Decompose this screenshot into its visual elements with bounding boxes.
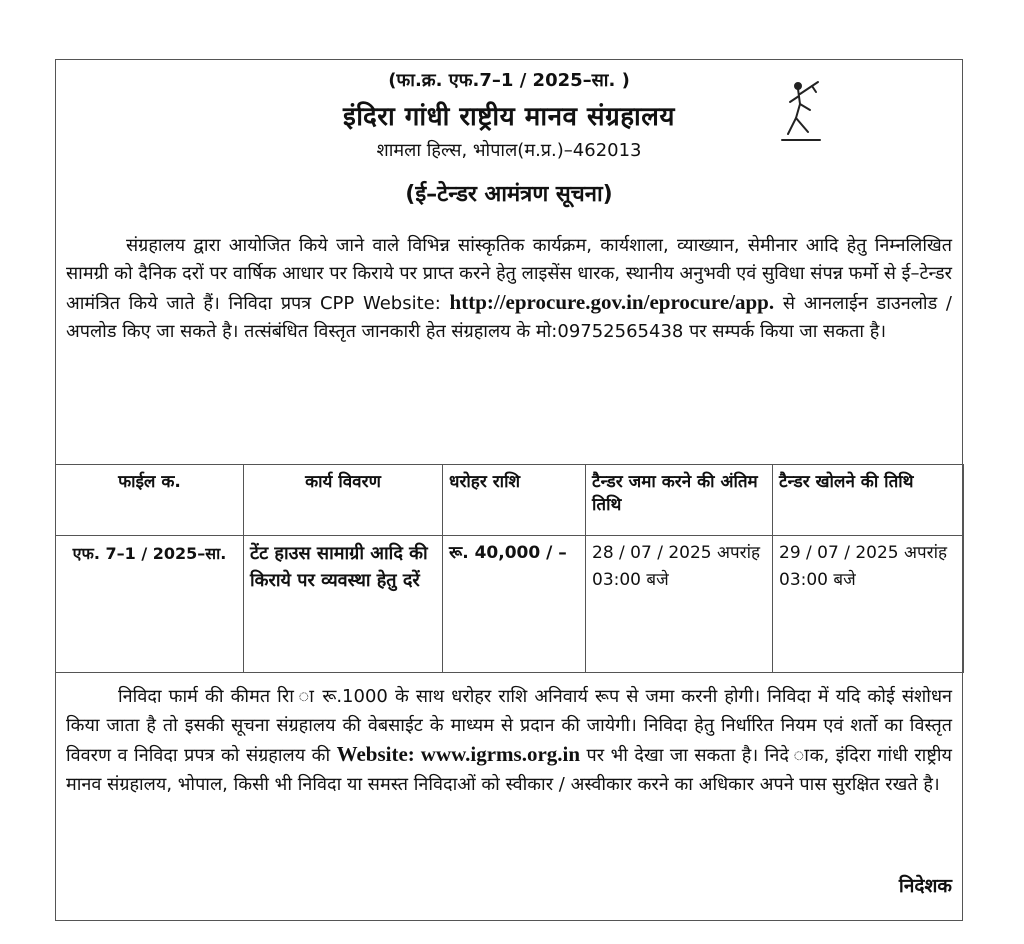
igrms-website-link[interactable]: Website: www.igrms.org.in — [336, 742, 581, 766]
header-description: कार्य विवरण — [244, 465, 443, 536]
cell-last-date: 28 / 07 / 2025 अपरांह 03:00 बजे — [586, 536, 773, 673]
cell-file-no: एफ. 7–1 / 2025–सा. — [56, 536, 244, 673]
tender-table — [55, 464, 964, 673]
organization-address: शामला हिल्स, भोपाल(म.प्र.)–462013 — [376, 140, 642, 161]
terms-paragraph — [66, 682, 952, 799]
notice-header — [56, 60, 962, 242]
header-opening-date: टैन्डर खोलने की तिथि — [773, 465, 964, 536]
terms-text-after: पर भी देखा जा सकता है। निदे ाक, इंदिरा गांधी राष्ट्रीय मानव संग्रहालय, भोपाल, किसी भी निविदा या समस्त निविदाओं को स्वीकार / अस्वीकार करने का अधिकार अपने पास सुरक्षित रखते है। — [66, 745, 952, 795]
table-row — [56, 536, 964, 673]
museum-logo-icon — [778, 78, 824, 150]
eprocure-link[interactable]: http://eprocure.gov.in/eprocure/app. — [449, 290, 775, 314]
table-header-row — [56, 465, 964, 536]
signatory: निदेशक — [898, 875, 952, 897]
terms-text: निविदा फार्म की कीमत रा‍ि ा रू.1000 के साथ धरोहर राशि अनिवार्य रूप से जमा करनी होगी। निविदा में यदि कोई संशोधन किया जाता है तो इसकी सूचना संग्रहालय की वेबसाईट के माध्यम से प्रदान की जायेगी। निविदा हेतु निर्धारित नियम एवं शर्तो का विस्तृत विवरण व निविदा प्रपत्र को संग्रहालय की — [66, 686, 952, 766]
notice-title: (ई–टेन्डर आमंत्रण सूचना) — [405, 182, 613, 207]
intro-text: संग्रहालय द्वारा आयोजित किये जाने वाले विभिन्न सांस्कृतिक कार्यक्रम, कार्यशाला, व्याख्यान, सेमीनार आदि हेतु निम्नलिखित सामग्री को दैनिक दरों पर वार्षिक आधार पर किराये पर प्राप्त करने हेतु लाइसेंस धारक, स्थानीय अनुभवी एवं सुविधा संपन्न फर्मो से ई–टेन्डर आमंत्रित किये जाते हैं। निविदा प्रपत्र CPP Website: — [66, 235, 952, 314]
header-deposit: धरोहर राशि — [443, 465, 586, 536]
intro-text-after: से आनलाईन डाउनलोड / अपलोड किए जा सकते है। तत्संबंधित विस्तृत जानकारी हेत संग्रहालय के मो:09752565438 पर सम्पर्क किया जा सकता है। — [66, 293, 953, 342]
cell-deposit: रू. 40,000 / – — [443, 536, 586, 673]
cell-opening-date: 29 / 07 / 2025 अपरांह 03:00 बजे — [773, 536, 964, 673]
header-last-date: टैन्डर जमा करने की अंतिम तिथि — [586, 465, 773, 536]
intro-paragraph — [66, 232, 952, 346]
organization-name: इंदिरा गांधी राष्ट्रीय मानव संग्रहालय — [343, 102, 675, 132]
tender-notice — [55, 59, 963, 921]
cell-description: टेंट हाउस सामाग्री आदि की किराये पर व्यवस्था हेतु दरें — [244, 536, 443, 673]
file-reference: (फा.क्र. एफ.7–1 / 2025–सा. ) — [388, 70, 630, 91]
header-file-no: फाईल क. — [56, 465, 244, 536]
